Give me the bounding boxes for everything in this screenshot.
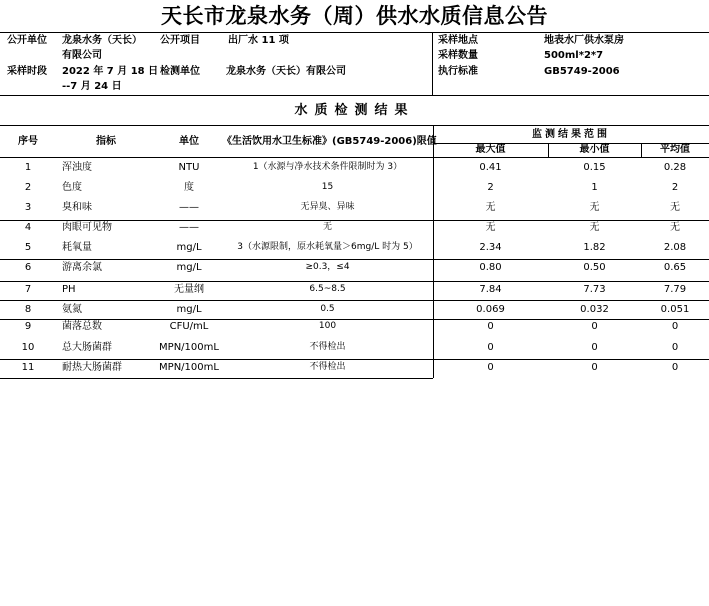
sampling-period-value-cont: --7 月 24 日 — [62, 81, 122, 92]
disclose-unit-label: 公开单位 — [7, 35, 47, 46]
test-unit-value: 龙泉水务（天长）有限公司 — [226, 66, 346, 77]
row-seq: 6 — [24, 262, 32, 273]
sample-qty-label: 采样数量 — [438, 50, 478, 61]
sampling-site-label: 采样地点 — [438, 35, 478, 46]
row-max: 0 — [487, 342, 494, 353]
row-seq: 2 — [24, 182, 32, 193]
table-header-bottom-line — [0, 157, 709, 158]
info-top-line — [0, 32, 709, 33]
row-indicator: 游离余氯 — [62, 262, 102, 273]
row-avg: 0.051 — [660, 304, 690, 315]
row-max: 无 — [485, 222, 496, 233]
row-limit: 无异臭、异味 — [300, 202, 355, 212]
row-separator — [0, 319, 709, 320]
row-unit: NTU — [178, 162, 200, 173]
row-unit: mg/L — [176, 262, 202, 273]
header-indicator: 指标 — [96, 136, 116, 147]
page-title: 天长市龙泉水务（周）供水水质信息公告 — [161, 3, 548, 28]
header-unit: 单位 — [179, 136, 199, 147]
row-avg: 2.08 — [663, 242, 687, 253]
row-limit: 15 — [321, 182, 334, 192]
info-divider — [432, 32, 433, 95]
row-avg: 0 — [671, 362, 679, 373]
row-indicator: 菌落总数 — [62, 321, 102, 332]
row-indicator: 耗氧量 — [62, 242, 92, 253]
row-avg: 0.28 — [663, 162, 687, 173]
row-min: 7.73 — [583, 284, 606, 295]
row-unit: 度 — [184, 182, 194, 193]
header-avg: 平均值 — [660, 144, 690, 155]
row-separator — [0, 300, 709, 301]
row-seq: 5 — [24, 242, 32, 253]
row-max: 2 — [487, 182, 494, 193]
row-max: 0 — [487, 362, 494, 373]
row-separator — [0, 281, 709, 282]
row-max: 0.069 — [476, 304, 505, 315]
row-min: 0.50 — [583, 262, 606, 273]
row-unit: mg/L — [176, 304, 202, 315]
row-limit: 不得检出 — [309, 342, 346, 352]
section-title: 水质检测结果 — [294, 103, 415, 118]
row-min: 1.82 — [583, 242, 606, 253]
row-limit: ≥0.3，≤4 — [305, 262, 350, 272]
row-seq: 1 — [24, 162, 32, 173]
sample-qty-value: 500ml*2*7 — [544, 50, 604, 61]
row-min: 无 — [589, 222, 600, 233]
standard-label: 执行标准 — [438, 66, 478, 77]
header-seq: 序号 — [18, 136, 38, 147]
row-seq: 11 — [21, 362, 35, 373]
header-max: 最大值 — [475, 144, 506, 155]
row-avg: 无 — [670, 202, 680, 213]
row-limit: 6.5~8.5 — [309, 284, 346, 294]
table-top-line — [0, 125, 709, 126]
row-avg: 7.79 — [663, 284, 687, 295]
row-indicator: 臭和味 — [62, 202, 92, 213]
row-unit: CFU/mL — [169, 321, 209, 332]
sampling-site-value: 地表水厂供水泵房 — [544, 35, 624, 46]
row-unit: MPN/100mL — [159, 342, 219, 353]
row-seq: 9 — [24, 321, 32, 332]
row-indicator: 肉眼可见物 — [62, 222, 112, 233]
row-max: 7.84 — [479, 284, 502, 295]
standard-value: GB5749-2006 — [544, 66, 620, 77]
row-indicator: 氨氮 — [62, 304, 82, 315]
disclose-unit-value: 龙泉水务（天长） — [62, 35, 142, 46]
row-min: 0.15 — [583, 162, 606, 173]
row-seq: 3 — [24, 202, 32, 213]
row-unit: —— — [179, 222, 199, 233]
row-limit: 3（水源限制，原水耗氧量＞6mg/L 时为 5） — [237, 242, 418, 252]
row-unit: MPN/100mL — [159, 362, 219, 373]
row-max: 2.34 — [479, 242, 502, 253]
row-limit: 0.5 — [320, 304, 335, 314]
row-max: 0.80 — [479, 262, 502, 273]
row-unit: mg/L — [176, 242, 202, 253]
row-unit: —— — [179, 202, 199, 213]
disclose-unit-value-cont: 有限公司 — [62, 50, 102, 61]
row-max: 0 — [487, 321, 494, 332]
row-limit: 不得检出 — [309, 362, 346, 372]
row-separator — [0, 220, 709, 221]
disclose-item-label: 公开项目 — [160, 35, 200, 46]
row-indicator: 色度 — [62, 182, 82, 193]
row-avg: 无 — [670, 222, 680, 233]
row-separator — [0, 359, 709, 360]
row-min: 0 — [591, 342, 598, 353]
row-min: 0 — [591, 321, 598, 332]
row-separator — [0, 259, 709, 260]
row-min: 1 — [591, 182, 598, 193]
row-unit: 无量纲 — [174, 284, 204, 295]
row-seq: 4 — [24, 222, 32, 233]
row-avg: 0 — [671, 342, 679, 353]
header-limit: 《生活饮用水卫生标准》(GB5749-2006)限值 — [222, 136, 437, 147]
sampling-period-value: 2022 年 7 月 18 日 — [62, 66, 159, 77]
header-min: 最小值 — [579, 144, 610, 155]
sampling-period-label: 采样时段 — [7, 66, 47, 77]
row-indicator: 耐热大肠菌群 — [62, 362, 122, 373]
row-indicator: 总大肠菌群 — [62, 342, 112, 353]
row-seq: 8 — [24, 304, 32, 315]
row-min: 0 — [591, 362, 598, 373]
row-max: 无 — [485, 202, 496, 213]
row-min: 0.032 — [580, 304, 609, 315]
row-limit: 无 — [322, 222, 332, 232]
info-bottom-line — [0, 95, 709, 96]
row-avg: 0.65 — [663, 262, 687, 273]
row-avg: 0 — [671, 321, 679, 332]
row-limit: 1（水源与净水技术条件限制时为 3） — [252, 162, 403, 172]
row-indicator: PH — [62, 284, 76, 295]
row-limit: 100 — [318, 321, 337, 331]
table-bottom-line — [0, 378, 433, 379]
row-avg: 2 — [671, 182, 679, 193]
row-seq: 7 — [24, 284, 32, 295]
row-indicator: 浑浊度 — [62, 162, 92, 173]
disclose-item-value: 出厂水 11 项 — [228, 35, 289, 46]
row-min: 无 — [589, 202, 600, 213]
row-max: 0.41 — [479, 162, 502, 173]
header-range: 监测结果范围 — [532, 129, 610, 140]
row-seq: 10 — [21, 342, 35, 353]
test-unit-label: 检测单位 — [160, 66, 200, 77]
